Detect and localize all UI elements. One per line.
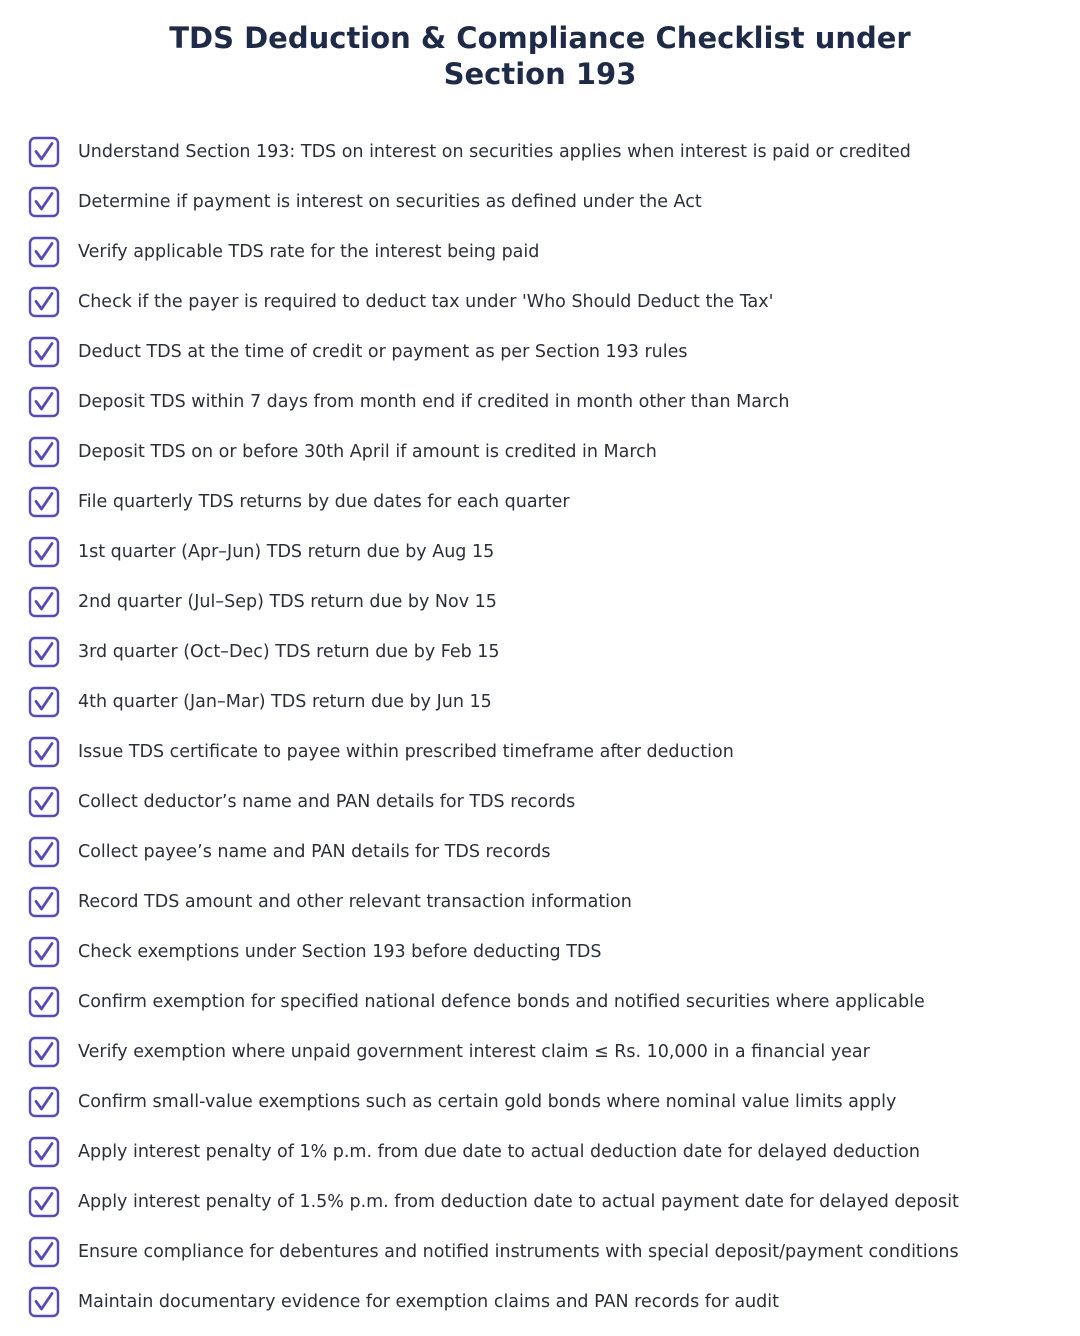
checklist-item-3: [28, 227, 1070, 277]
checked-box-icon[interactable]: [28, 286, 60, 318]
checked-box-icon[interactable]: [28, 836, 60, 868]
checklist-item-22: [28, 1177, 1070, 1227]
checklist-item-14: [28, 777, 1070, 827]
checked-box-icon[interactable]: [28, 986, 60, 1018]
checked-box-icon[interactable]: [28, 236, 60, 268]
checked-box-icon[interactable]: [28, 1136, 60, 1168]
checklist-item-24: [28, 1277, 1070, 1327]
checklist-item-label: 4th quarter (Jan–Mar) TDS return due by Jun 15: [78, 692, 492, 712]
checked-box-icon[interactable]: [28, 1236, 60, 1268]
checklist-item-8: [28, 477, 1070, 527]
checklist-item-label: Issue TDS certificate to payee within prescribed timeframe after deduction: [78, 742, 734, 762]
page-title-line-1: TDS Deduction & Compliance Checklist under: [169, 21, 911, 55]
checked-box-icon[interactable]: [28, 186, 60, 218]
checked-box-icon[interactable]: [28, 786, 60, 818]
checklist-item-20: [28, 1077, 1070, 1127]
checked-box-icon[interactable]: [28, 436, 60, 468]
checklist-item-label: Deposit TDS within 7 days from month end if credited in month other than March: [78, 392, 790, 412]
checklist-item-label: Deduct TDS at the time of credit or payment as per Section 193 rules: [78, 342, 688, 362]
page-title: [0, 0, 1080, 92]
checked-box-icon[interactable]: [28, 1086, 60, 1118]
checklist-item-11: [28, 627, 1070, 677]
checklist-item-4: [28, 277, 1070, 327]
checklist-item-label: Apply interest penalty of 1% p.m. from due date to actual deduction date for delayed deduction: [78, 1142, 920, 1162]
checked-box-icon[interactable]: [28, 486, 60, 518]
page-title-line-2: Section 193: [443, 57, 637, 91]
checklist-item-9: [28, 527, 1070, 577]
checklist-item-1: [28, 127, 1070, 177]
checklist-item-label: Confirm exemption for specified national defence bonds and notified securities where applicable: [78, 992, 925, 1012]
checklist-item-label: Ensure compliance for debentures and notified instruments with special deposit/payment conditions: [78, 1242, 959, 1262]
checklist-item-label: 1st quarter (Apr–Jun) TDS return due by Aug 15: [78, 542, 495, 562]
checklist-item-label: Understand Section 193: TDS on interest on securities applies when interest is paid or credited: [78, 142, 911, 162]
checklist-item-label: File quarterly TDS returns by due dates for each quarter: [78, 492, 570, 512]
checklist-item-23: [28, 1227, 1070, 1277]
checklist-item-label: Determine if payment is interest on securities as defined under the Act: [78, 192, 702, 212]
checklist-item-21: [28, 1127, 1070, 1177]
checked-box-icon[interactable]: [28, 736, 60, 768]
checklist-item-18: [28, 977, 1070, 1027]
checklist-item-label: 3rd quarter (Oct–Dec) TDS return due by Feb 15: [78, 642, 500, 662]
checklist-item-label: Check exemptions under Section 193 before deducting TDS: [78, 942, 602, 962]
checked-box-icon[interactable]: [28, 686, 60, 718]
checklist-item-label: Apply interest penalty of 1.5% p.m. from deduction date to actual payment date for delayed deposit: [78, 1192, 959, 1212]
checklist-item-17: [28, 927, 1070, 977]
checklist-item-13: [28, 727, 1070, 777]
checklist-item-label: Verify applicable TDS rate for the interest being paid: [78, 242, 540, 262]
checked-box-icon[interactable]: [28, 886, 60, 918]
checklist-item-10: [28, 577, 1070, 627]
checklist-item-label: Collect deductor’s name and PAN details for TDS records: [78, 792, 576, 812]
checklist-item-19: [28, 1027, 1070, 1077]
checklist-item-16: [28, 877, 1070, 927]
checklist-item-12: [28, 677, 1070, 727]
checked-box-icon[interactable]: [28, 336, 60, 368]
checked-box-icon[interactable]: [28, 136, 60, 168]
checklist-item-7: [28, 427, 1070, 477]
checklist-item-2: [28, 177, 1070, 227]
checklist-item-label: Record TDS amount and other relevant transaction information: [78, 892, 632, 912]
checklist-item-label: Collect payee’s name and PAN details for TDS records: [78, 842, 551, 862]
checklist-item-label: 2nd quarter (Jul–Sep) TDS return due by Nov 15: [78, 592, 497, 612]
checked-box-icon[interactable]: [28, 386, 60, 418]
checklist-item-label: Confirm small-value exemptions such as certain gold bonds where nominal value limits apply: [78, 1092, 897, 1112]
checked-box-icon[interactable]: [28, 536, 60, 568]
checklist-item-6: [28, 377, 1070, 427]
checklist-item-label: Maintain documentary evidence for exemption claims and PAN records for audit: [78, 1292, 780, 1312]
checked-box-icon[interactable]: [28, 636, 60, 668]
checked-box-icon[interactable]: [28, 936, 60, 968]
checked-box-icon[interactable]: [28, 1036, 60, 1068]
checklist: [28, 127, 1070, 1327]
checklist-item-label: Verify exemption where unpaid government interest claim ≤ Rs. 10,000 in a financial year: [78, 1042, 870, 1062]
checklist-item-15: [28, 827, 1070, 877]
checklist-item-5: [28, 327, 1070, 377]
checked-box-icon[interactable]: [28, 1286, 60, 1318]
checklist-item-label: Check if the payer is required to deduct tax under 'Who Should Deduct the Tax': [78, 292, 774, 312]
checked-box-icon[interactable]: [28, 1186, 60, 1218]
checklist-item-label: Deposit TDS on or before 30th April if amount is credited in March: [78, 442, 657, 462]
checked-box-icon[interactable]: [28, 586, 60, 618]
